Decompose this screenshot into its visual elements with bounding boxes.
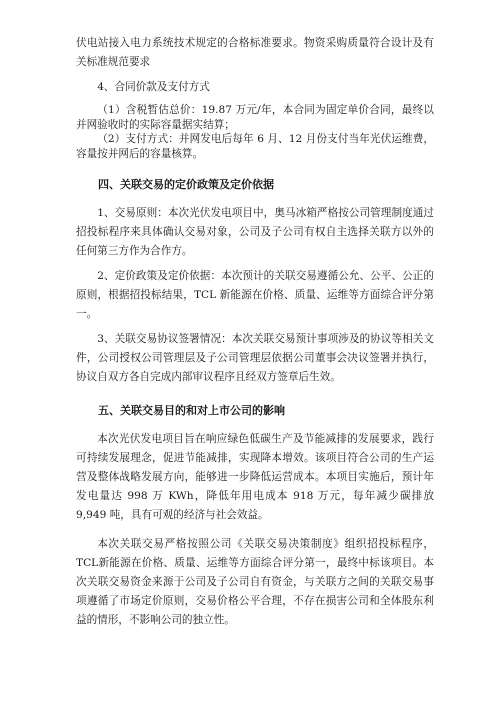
pricing-basis-paragraph: 2、定价政策及定价依据：本次预计的关联交易遵循公允、公平、公正的原则，根据招投标结果，TCL 新能源在价格、质量、运维等方面综合评分第一。	[76, 270, 434, 320]
agreement-signing-paragraph: 3、关联交易协议签署情况：本次关联交易预计事项涉及的协议等相关文件，公司授权公司管理层及子公司管理层依据公司董事会决议签署并执行，协议自双方各自完成内部审议程序且经双方签章后生效。	[76, 333, 434, 383]
payment-clause: （2）支付方式：并网发电后每年 6 月、12 月份支付当年光伏运维费，容量按并网后的容量核算。	[76, 133, 434, 160]
contract-price-heading: 4、合同价款及支付方式	[97, 81, 210, 93]
paragraph-continuation: 伏电站接入电力系统技术规定的合格标准要求。物资采购质量符合设计及有关标准规范要求	[76, 37, 434, 68]
section-heading-purpose-impact: 五、关联交易目的和对上市公司的影响	[98, 404, 285, 417]
transaction-fairness-paragraph: 本次关联交易严格按照公司《关联交易决策制度》组织招投标程序，TCL新能源在价格、质量、运维等方面综合评分第一，最终中标该项目。本次关联交易资金来源于公司及子公司自有资金，与关联方之间的关联交易事项遵循了市场定价原则，交易价格公平合理，不存在损害公司和全体股东利益的情形，不影响公司的独立性。	[76, 538, 434, 626]
transaction-principle-paragraph: 1、交易原则：本次光伏发电项目中，奥马冰箱严格按公司管理制度通过招投标程序来具体确认交易对象，公司及子公司有权自主选择关联方以外的任何第三方作为合作方。	[76, 207, 434, 257]
project-purpose-paragraph: 本次光伏发电项目旨在响应绿色低碳生产及节能减排的发展要求，践行可持续发展理念，促进节能减排，实现降本增效。该项目符合公司的生产运营及整体战略发展方向，能够进一步降低运营成本。本项目实施后，预计年发电量达 998 万 KWh，降低年用电成本 918 万元，每年减少碳排放 9,949 吨，具有可观的经济与社会效益。	[76, 433, 434, 521]
price-clause: （1）含税暂估总价：19.87 万元/年，本合同为固定单价合同，最终以并网验收时的实际容量据实结算；	[76, 104, 434, 131]
section-heading-pricing-policy: 四、关联交易的定价政策及定价依据	[98, 178, 274, 191]
